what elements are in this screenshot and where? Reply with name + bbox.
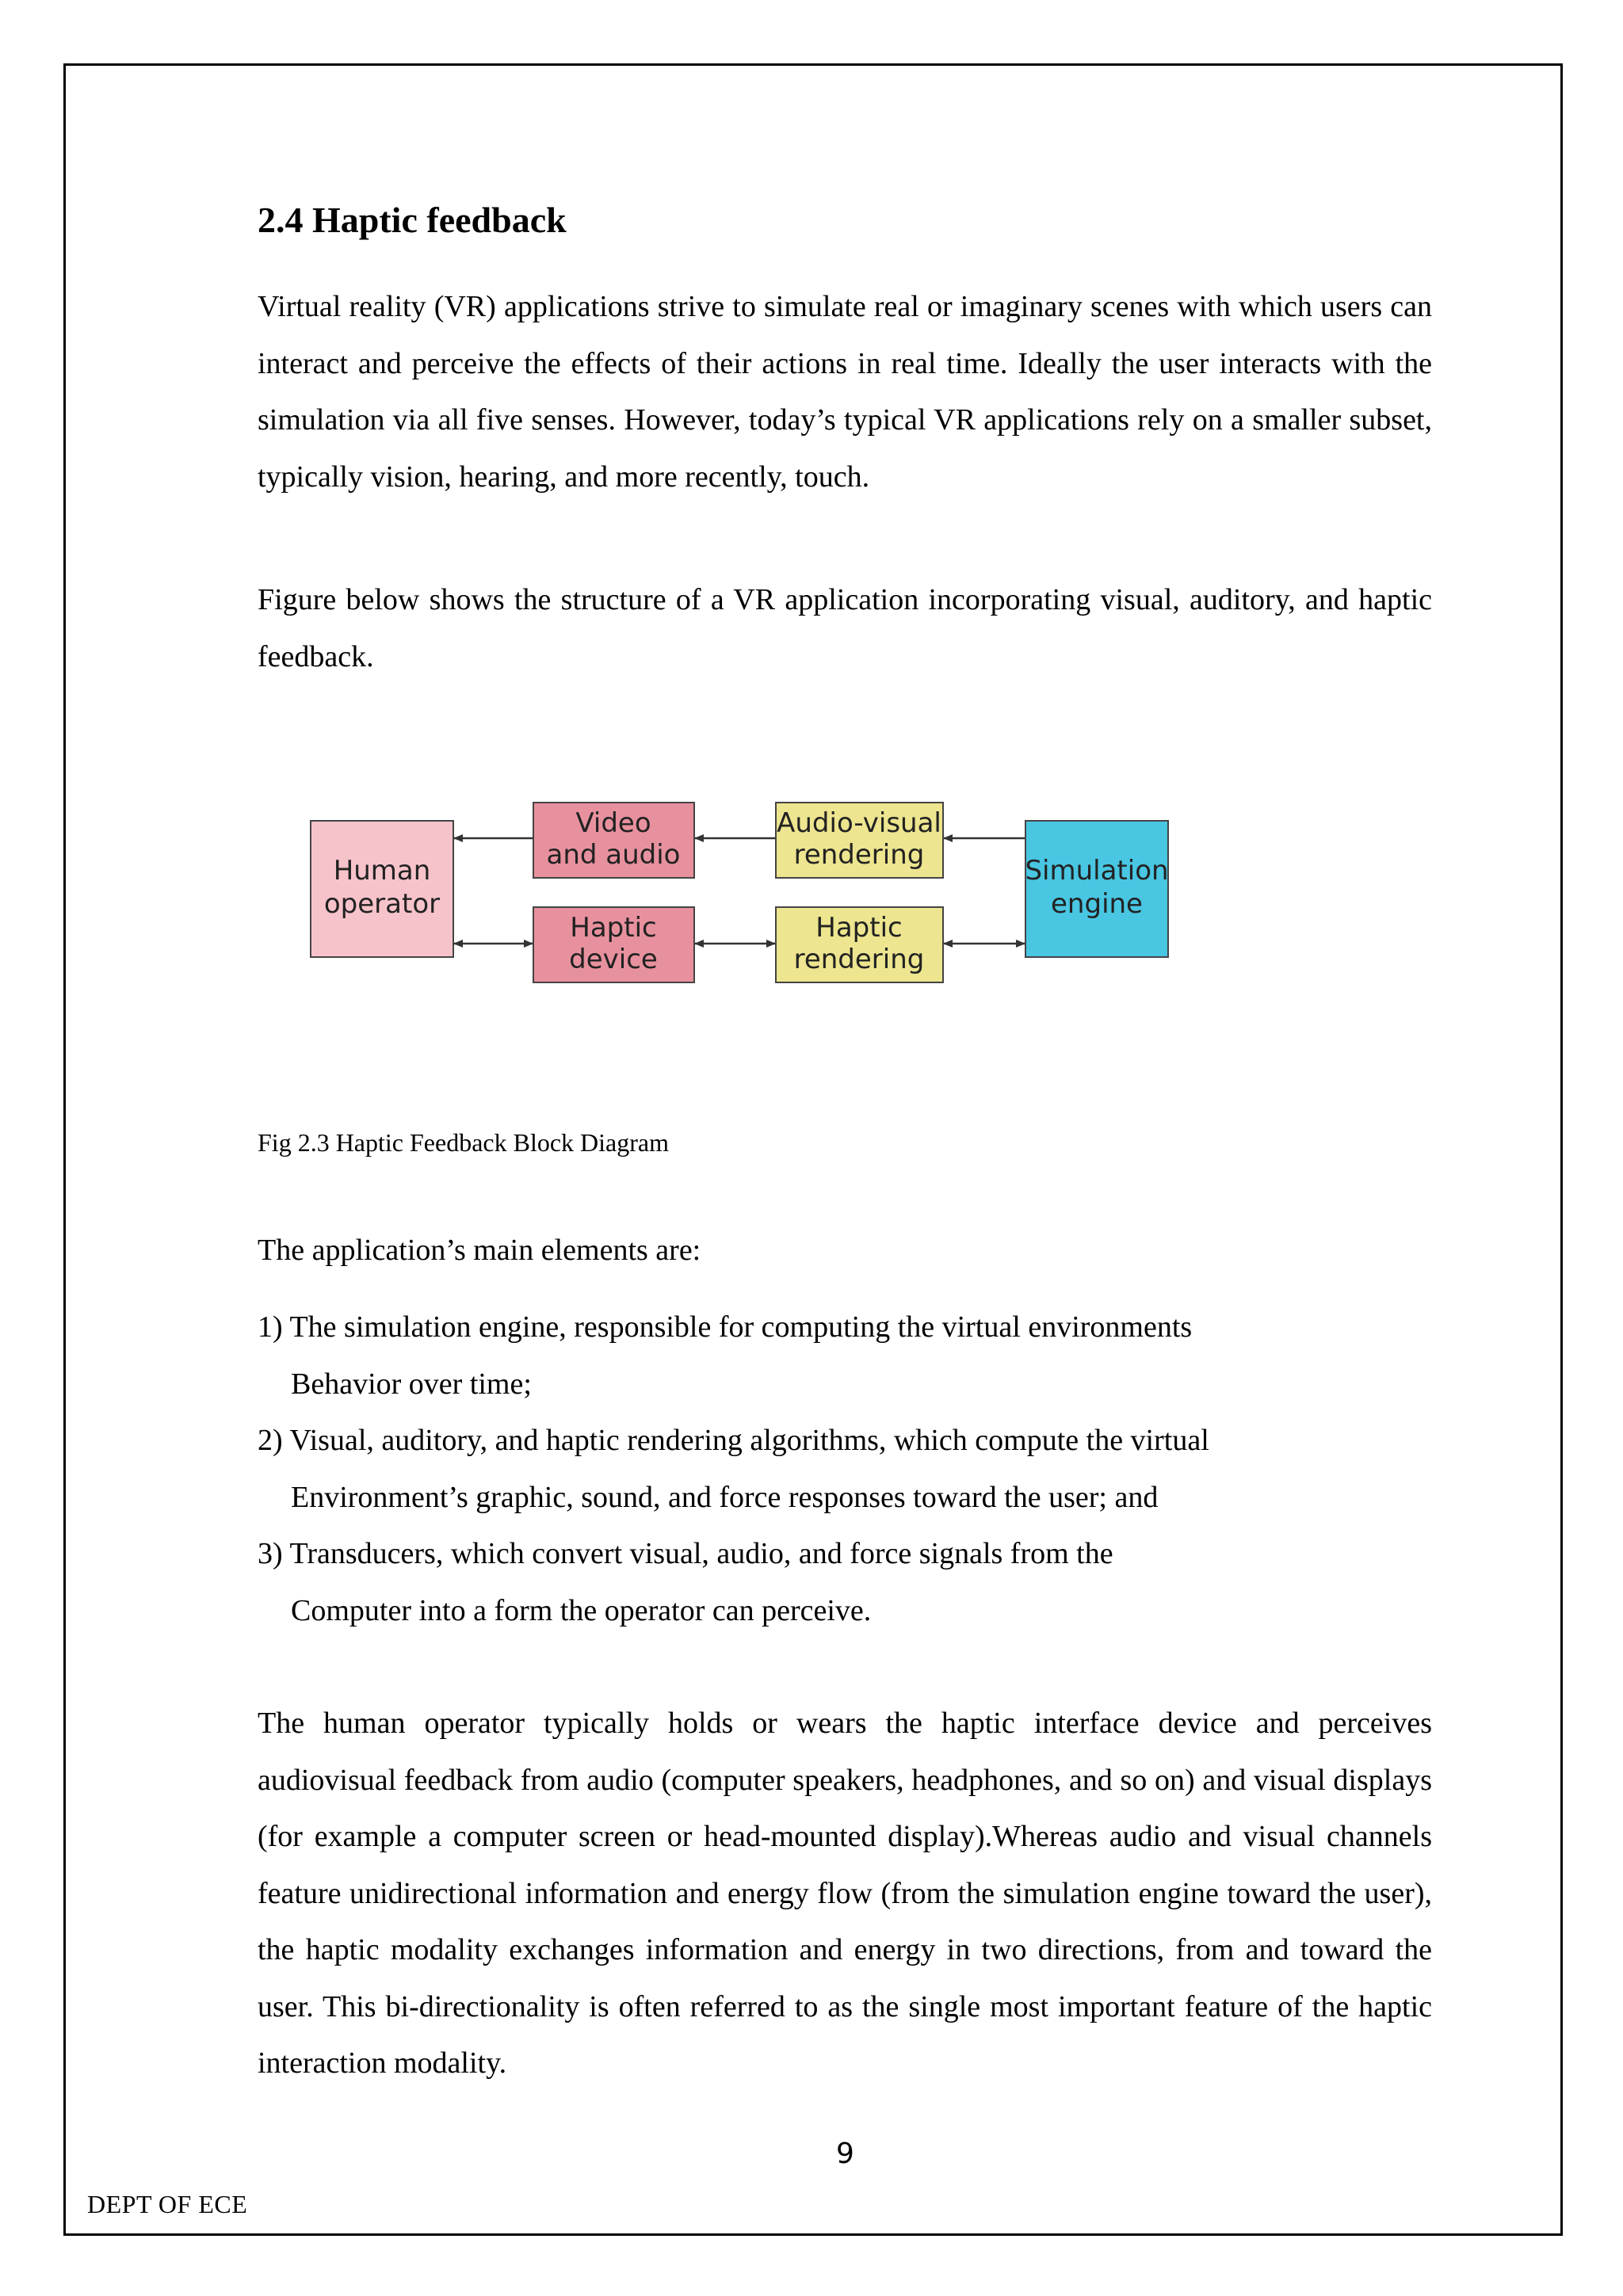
- haptic-render-label-2: rendering: [793, 944, 925, 975]
- list-item-line: 1) The simulation engine, responsible for computing the virtual environments: [258, 1310, 1193, 1344]
- sim-label-1: Simulation: [1025, 855, 1169, 887]
- sim-label-2: engine: [1051, 888, 1143, 920]
- list-item-continuation: Behavior over time;: [291, 1367, 532, 1401]
- box-video-audio: [533, 803, 694, 878]
- box-haptic-device: [533, 907, 694, 982]
- list-item-continuation: Computer into a form the operator can perceive.: [291, 1593, 872, 1627]
- video-label-1: Video: [575, 807, 651, 839]
- list-item-line: 2) Visual, auditory, and haptic rendering algorithms, which compute the virtual: [258, 1424, 1209, 1457]
- figure-intro-paragraph: Figure below shows the structure of a VR application incorporating visual, auditory, and haptic feedback.: [258, 583, 1432, 673]
- human-label-1: Human: [333, 855, 431, 887]
- box-haptic-rendering: [776, 907, 943, 982]
- bidirectionality-paragraph: The human operator typically holds or wears the haptic interface device and perceives audiovisual feedback from audio (computer speakers, headphones, and so on) and visual displays (for example a computer screen or head-mounted display).Whereas audio and visual channels feature unidirectional information and energy flow (from the simulation engine toward the user), the haptic modality exchanges information and energy in two directions, from and toward the user. This bi-directionality is often referred to as the single most important feature of the haptic interaction modality.: [258, 1707, 1432, 2080]
- list-item: [258, 1299, 1209, 1413]
- list-item-continuation: Environment’s graphic, sound, and force responses toward the user; and: [291, 1480, 1159, 1514]
- av-render-label-2: rendering: [793, 839, 925, 871]
- list-item: [258, 1413, 1209, 1526]
- figure-caption: Fig 2.3 Haptic Feedback Block Diagram: [258, 1128, 669, 1157]
- elements-intro: The application’s main elements are:: [258, 1234, 701, 1267]
- box-human-operator: [311, 821, 453, 957]
- haptic-render-label-1: Haptic: [815, 912, 903, 944]
- haptic-device-label-1: Haptic: [570, 912, 657, 944]
- footer-department: DEPT OF ECE: [87, 2190, 248, 2218]
- box-simulation-engine: [1025, 821, 1168, 957]
- av-render-label-1: Audio-visual: [777, 807, 941, 839]
- haptic-feedback-block-diagram: [301, 792, 1189, 998]
- elements-list: [258, 1299, 1209, 1639]
- page-number: 9: [836, 2138, 854, 2170]
- haptic-device-label-2: device: [569, 944, 658, 975]
- list-item-line: 3) Transducers, which convert visual, audio, and force signals from the: [258, 1537, 1113, 1570]
- human-label-2: operator: [323, 888, 441, 920]
- box-audio-visual-rendering: [776, 803, 943, 878]
- video-label-2: and audio: [546, 839, 681, 871]
- section-heading: 2.4 Haptic feedback: [258, 200, 567, 240]
- list-item: [258, 1526, 1209, 1639]
- intro-paragraph: Virtual reality (VR) applications strive to simulate real or imaginary scenes with which users can interact and perceive the effects of their actions in real time. Ideally the user interacts with the simulation via all five senses. However, today’s typical VR applications rely on a smaller subset, typically vision, hearing, and more recently, touch.: [258, 290, 1432, 494]
